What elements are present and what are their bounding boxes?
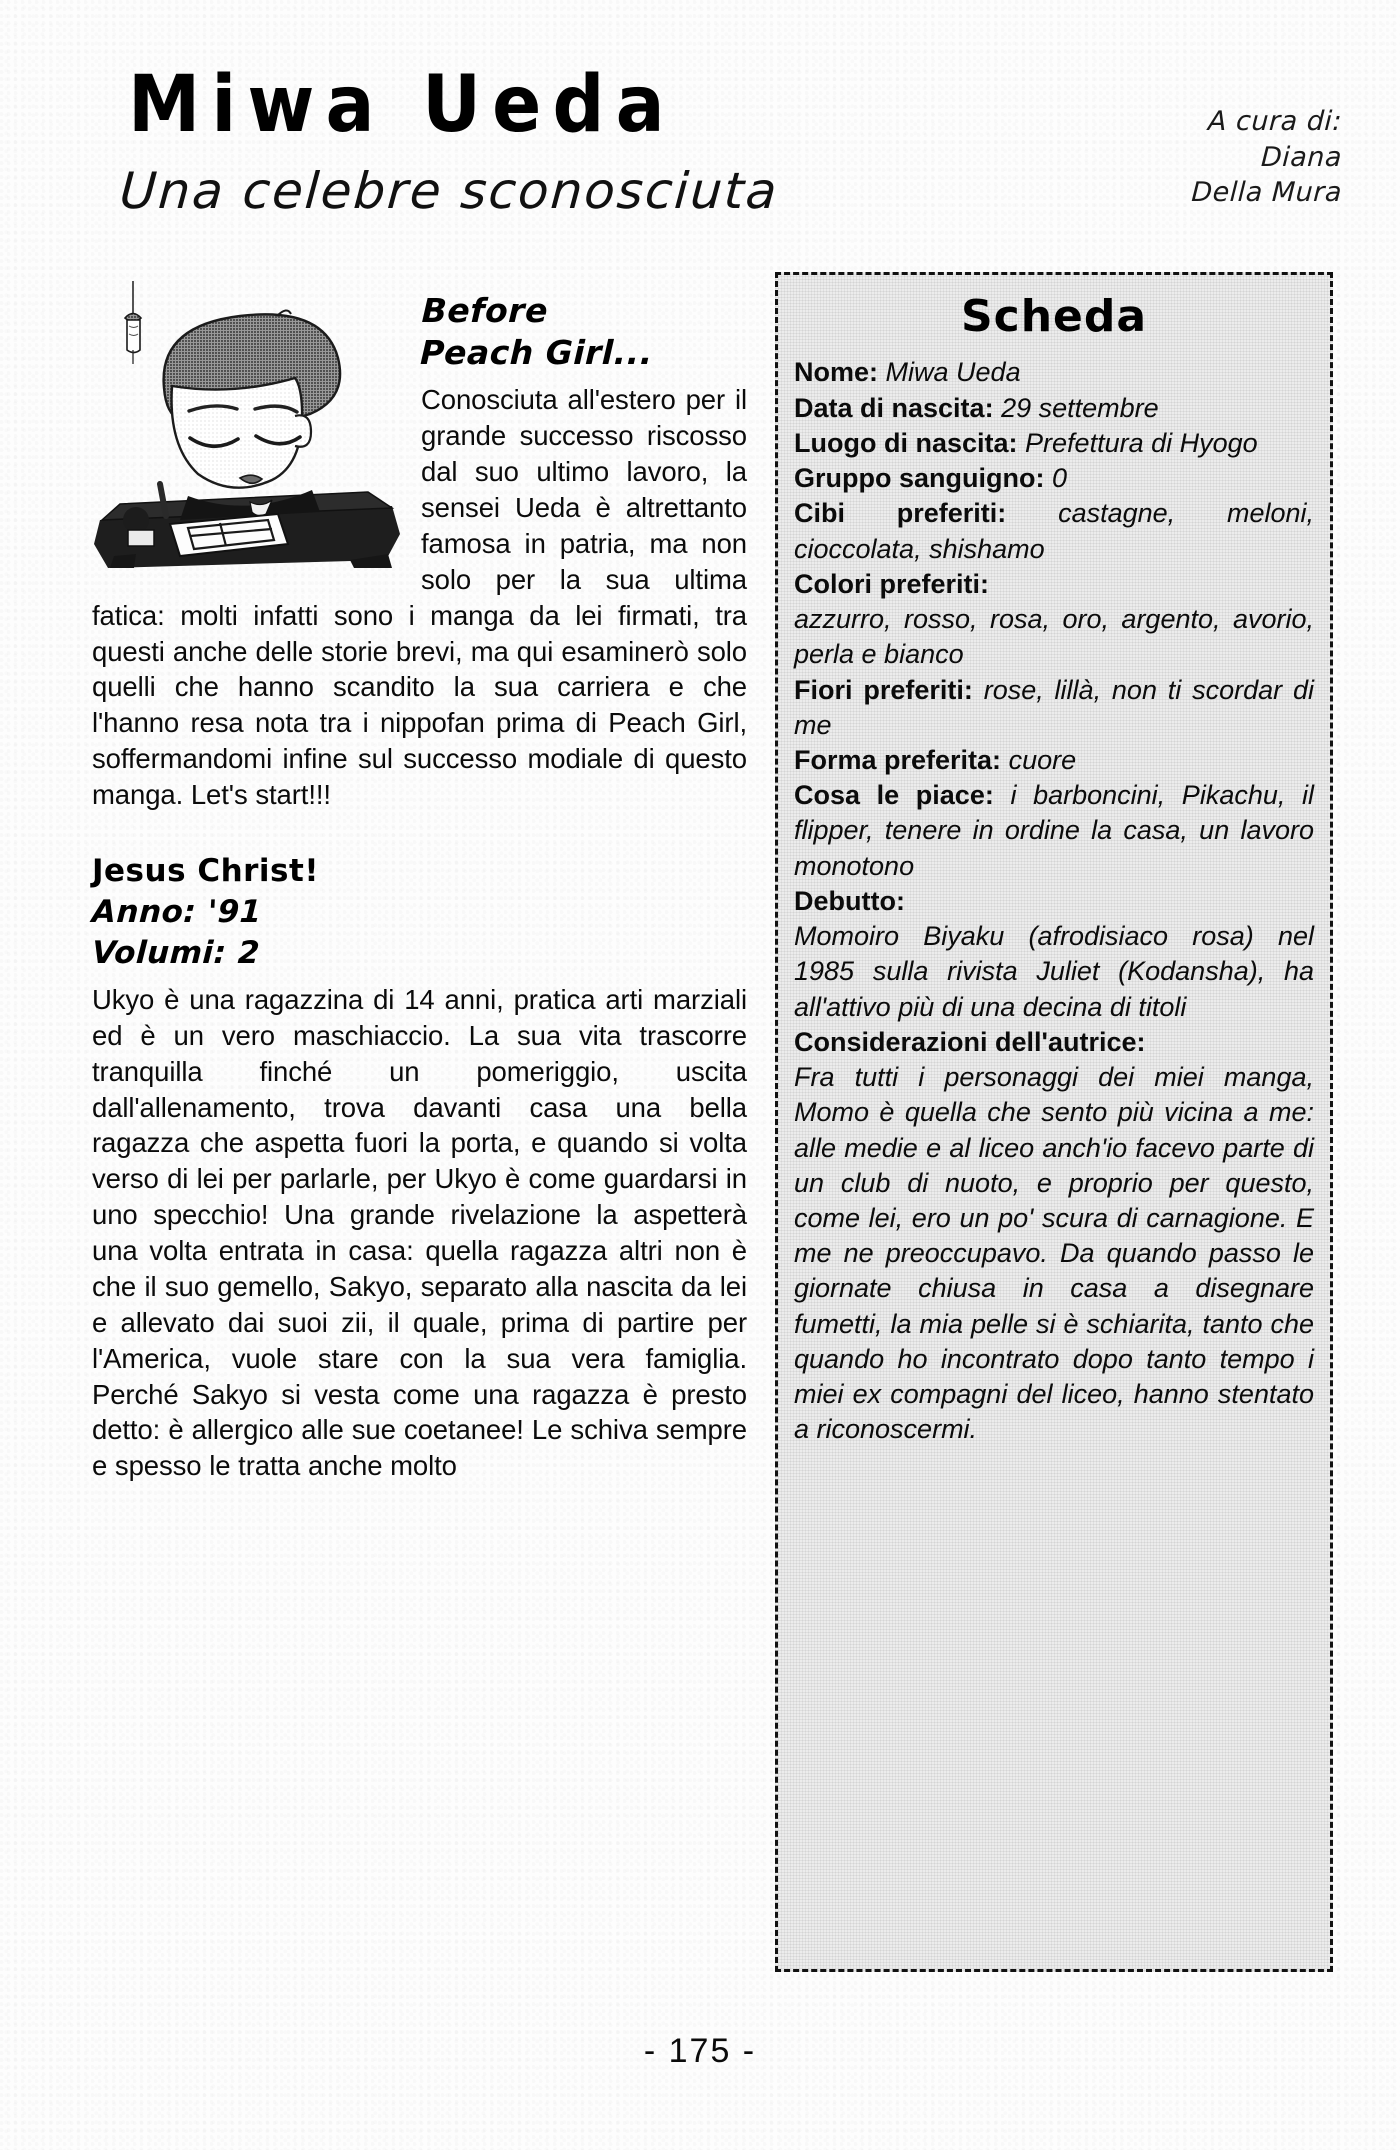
scheda-label-considerazioni-row <box>794 1025 1314 1060</box>
scheda-row-nome <box>794 355 1314 390</box>
section-volumi: Volumi: 2 <box>91 934 261 971</box>
scheda-label-colori-preferiti: Colori preferiti: <box>794 568 990 599</box>
page-subtitle: Una celebre sconosciuta <box>117 162 781 220</box>
byline-author-first: Diana <box>1260 141 1343 173</box>
scheda-label-debutto: Debutto: <box>794 885 905 916</box>
scheda-panel <box>775 272 1333 1972</box>
byline-credit-label: A cura di: <box>1207 106 1343 137</box>
section-title-jesus-christ: Jesus Christ! <box>92 852 319 889</box>
scheda-row-cosa-le-piace <box>794 778 1314 884</box>
scheda-value-forma-preferita: cuore <box>1008 744 1077 775</box>
scheda-row-forma-preferita <box>794 743 1314 778</box>
scheda-label-gruppo-sanguigno: Gruppo sanguigno: <box>794 463 1045 494</box>
scheda-label-luogo-nascita: Luogo di nascita: <box>794 427 1018 458</box>
intro-heading-line-1: Before <box>421 291 549 330</box>
page-number: - 175 - <box>643 2032 757 2070</box>
scheda-value-cibi-preferiti: castagne, meloni, cioccolata, shishamo <box>794 498 1314 564</box>
scheda-row-fiori-preferiti <box>794 673 1314 743</box>
intro-paragraph: Conosciuta all'estero per il grande successo riscosso dal suo ultimo lavoro, la sensei Ueda è altrettanto famosa in patria, ma non solo per la sua ultima fatica: molti infatti sono i manga da lei firmati, tra questi anche delle storie brevi, ma qui esaminerò solo quelli che hanno scandito la sua carriera e che l'hanno resa nota tra i nippofan prima di Peach Girl, soffermandomi infine sul successo modiale di questo manga. Let's start!!! <box>92 384 747 811</box>
scheda-label-colori-preferiti-row <box>794 567 1314 602</box>
scheda-title: Scheda <box>960 291 1148 342</box>
scheda-value-colori-preferiti: azzurro, rosso, rosa, oro, argento, avorio, perla e bianco <box>794 604 1314 670</box>
article-intro-heading <box>91 290 749 374</box>
scheda-value-debutto: Momoiro Biyaku (afrodisiaco rosa) nel 1985 sulla rivista Juliet (Kodansha), ha all'attivo più di una decina di titoli <box>794 921 1314 1022</box>
scheda-value-data-nascita: 29 settembre <box>1001 392 1159 423</box>
scheda-value-nome: Miwa Ueda <box>885 357 1021 388</box>
scheda-label-fiori-preferiti: Fiori preferiti: <box>794 674 973 705</box>
scheda-label-forma-preferita: Forma preferita: <box>794 744 1002 775</box>
byline <box>1012 104 1342 211</box>
page-title: Miwa Ueda <box>128 60 676 150</box>
scheda-row-data-nascita <box>794 391 1314 426</box>
scheda-label-data-nascita: Data di nascita: <box>794 392 994 423</box>
face-shape <box>172 378 303 488</box>
intro-heading-line-2: Peach Girl... <box>419 333 654 373</box>
section-anno: Anno: '91 <box>91 893 263 930</box>
scheda-value-considerazioni: Fra tutti i personaggi dei miei manga, Momo è quella che sento più vicina a me: alle medie e al liceo anch'io facevo parte di un club di nuoto, e proprio per questo, come lei, ero un po' scura di carnagione. E me ne preoccupavo. Da quando passo le giornate chiusa in casa a disegnare fumetti, la mia pelle si è schiarita, tanto che quando ho incontrato dopo tanto tempo i miei ex compagni del liceo, hanno stentato a riconoscermi. <box>794 1062 1314 1445</box>
section-body-paragraph: Ukyo è una ragazzina di 14 anni, pratica arti marziali ed è un vero maschiaccio. La sua vita trascorre tranquilla finché un pomeriggio, uscita dall'allenamento, trova davanti casa una bella ragazza che aspetta fuori la porta, e quando si volta verso di lei per parlarle, per Ukyo è come guardarsi in uno specchio! Una grande rivelazione la aspetterà una volta entrata in casa: quella ragazza altri non è che il suo gemello, Sakyo, separato alla nascita da lei e allevato dai suoi zii, il quale, prima di partire per l'America, vuole stare con la sua vera famiglia. Perché Sakyo si vesta come una ragazza è presto detto: è allergico alle sue coetanee! Le schiva sempre e spesso le tratta anche molto <box>92 983 747 1482</box>
scheda-row-cibi-preferiti <box>794 496 1314 566</box>
scheda-row-luogo-nascita <box>794 426 1314 461</box>
scheda-label-considerazioni: Considerazioni dell'autrice: <box>794 1026 1146 1057</box>
scheda-value-fiori-preferiti: rose, lillà, non ti scordar di me <box>794 674 1315 740</box>
scheda-label-cosa-le-piace: Cosa le piace: <box>794 780 994 811</box>
scheda-value-cosa-le-piace: i barboncini, Pikachu, il flipper, tenere in ordine la casa, un lavoro monotono <box>794 780 1314 881</box>
article-column <box>92 268 747 1484</box>
masthead <box>0 0 1400 265</box>
scheda-value-gruppo-sanguigno: 0 <box>1051 463 1068 494</box>
scheda-row-gruppo-sanguigno <box>794 461 1314 496</box>
scheda-label-debutto-row <box>794 884 1314 919</box>
byline-author-last: Della Mura <box>1190 177 1343 209</box>
scheda-label-cibi-preferiti: Cibi preferiti: <box>794 498 1007 529</box>
scheda-label-nome: Nome: <box>794 357 879 388</box>
scheda-value-luogo-nascita: Prefettura di Hyogo <box>1025 427 1258 458</box>
